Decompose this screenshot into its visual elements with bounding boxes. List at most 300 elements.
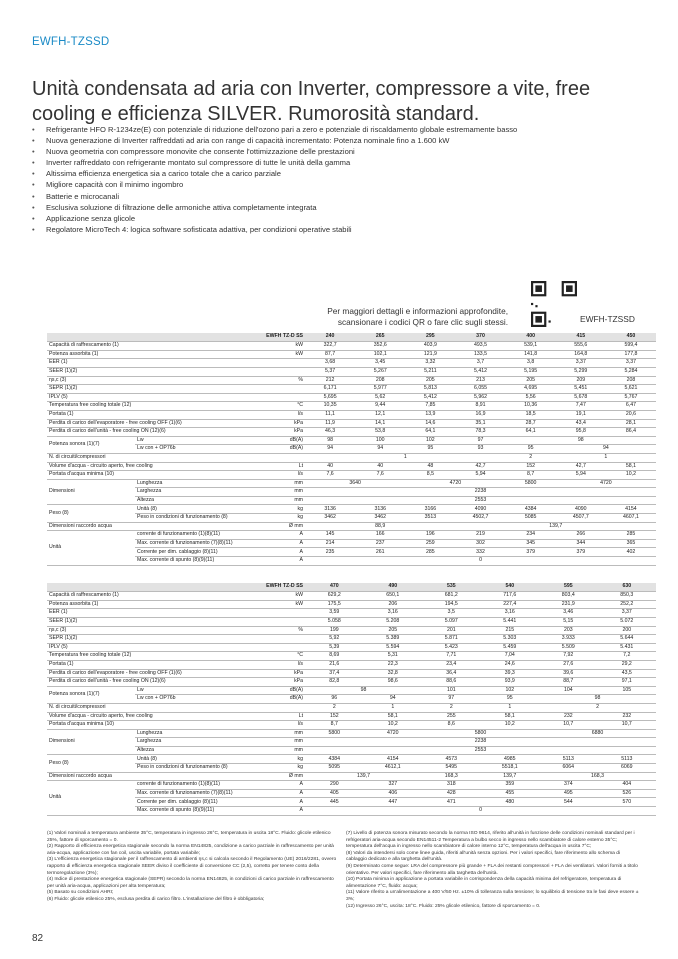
table-cell: 4607,1 <box>606 514 656 523</box>
table-row <box>47 496 656 505</box>
table-cell: 166 <box>355 531 405 540</box>
table-cell: 428 <box>422 789 481 798</box>
row-label: SEER (1)(2) <box>47 367 275 376</box>
row-label: Peso in condizioni di funzionamento (8) <box>135 514 275 523</box>
table-cell: 445 <box>305 798 364 807</box>
table-cell: 3136 <box>355 505 405 514</box>
column-header: 630 <box>598 583 657 592</box>
row-unit: l/s <box>275 660 305 669</box>
table-cell: 82,8 <box>305 678 364 687</box>
feature-text: Esclusiva soluzione di filtrazione delle armoniche attiva completamente integrata <box>46 202 317 212</box>
table-cell: 175,5 <box>305 600 364 609</box>
row-label: Portata (1) <box>47 660 275 669</box>
row-unit <box>275 385 305 394</box>
table-cell: 97 <box>455 436 505 445</box>
table-row <box>47 479 656 488</box>
table-cell: 37,4 <box>305 669 364 678</box>
column-header: 535 <box>422 583 481 592</box>
table-row <box>47 626 656 635</box>
table-cell: 48 <box>405 462 455 471</box>
row-label: Capacità di raffrescamento (1) <box>47 592 275 601</box>
table-cell: 8,7 <box>506 471 556 480</box>
table-cell: 5,299 <box>556 367 606 376</box>
table-cell: 168,3 <box>422 772 481 781</box>
table-row <box>47 385 656 394</box>
table-cell: 4,695 <box>506 385 556 394</box>
table-cell: 5113 <box>598 755 657 764</box>
row-label: Portata d'acqua minima (10) <box>47 471 275 480</box>
table-cell: 152 <box>506 462 556 471</box>
table-cell: 5.072 <box>598 617 657 626</box>
table-cell: 5,31 <box>364 652 423 661</box>
feature-item <box>32 146 652 157</box>
table-cell: 2553 <box>305 746 656 755</box>
row-unit: °C <box>275 402 305 411</box>
table-row <box>47 669 656 678</box>
row-unit: A <box>275 781 305 790</box>
row-unit: kg <box>275 755 305 764</box>
table-row <box>47 445 656 454</box>
table-cell: 100 <box>355 436 405 445</box>
table-cell: 58,1 <box>606 462 656 471</box>
column-header: 265 <box>355 333 405 342</box>
table-cell: 5,412 <box>455 367 505 376</box>
row-unit: Ø mm <box>275 772 305 781</box>
row-label: Unità (8) <box>135 755 275 764</box>
table-cell: 5,977 <box>355 385 405 394</box>
row-unit: A <box>275 798 305 807</box>
table-cell: 5,94 <box>556 471 606 480</box>
table-cell: 681,2 <box>422 592 481 601</box>
table-cell: 5.509 <box>539 643 598 652</box>
bullet-icon: • <box>32 191 35 201</box>
table-row <box>47 453 656 462</box>
table-cell: 9,44 <box>355 402 405 411</box>
table-cell: 4507,7 <box>556 514 606 523</box>
table-cell: 4720 <box>556 479 656 488</box>
table-cell: 4720 <box>405 479 505 488</box>
table-cell: 88,6 <box>422 678 481 687</box>
table-cell: 43,5 <box>598 669 657 678</box>
table-cell: 95 <box>481 695 540 704</box>
table-cell: 322,7 <box>305 342 355 351</box>
row-label: Dimensioni raccordo acqua <box>47 522 275 531</box>
table-cell: 5.208 <box>364 617 423 626</box>
table-cell: 209 <box>556 376 606 385</box>
feature-item <box>32 191 652 202</box>
table-cell: 10,2 <box>606 471 656 480</box>
table-cell: 10,7 <box>598 721 657 730</box>
row-unit: mm <box>275 479 305 488</box>
row-unit: kPa <box>275 669 305 678</box>
table-cell: 5,621 <box>606 385 656 394</box>
table-cell: 4154 <box>606 505 656 514</box>
table-cell: 101 <box>422 686 481 695</box>
row-label: Lunghezza <box>135 479 275 488</box>
row-label: EER (1) <box>47 359 275 368</box>
table-cell: 232 <box>539 712 598 721</box>
table-cell: 64,1 <box>405 428 455 437</box>
table-cell: 5,767 <box>606 393 656 402</box>
footnote: (2) Rapporto di efficienza energetica stagionale secondo la norma EN14825, condizione a carico parziale in raffrescamento per unità aria-acqua, applicazione con fan coil, uscita variabile, portata variabile; <box>47 844 334 856</box>
table-cell: 327 <box>364 781 423 790</box>
row-unit: mm <box>275 729 305 738</box>
table-cell: 53,8 <box>355 428 405 437</box>
row-label: Perdita di carico dell'unità - free cooling ON (12)(6) <box>47 678 275 687</box>
row-unit: A <box>275 548 305 557</box>
table-cell: 3,32 <box>405 359 455 368</box>
row-unit: l/s <box>275 721 305 730</box>
table-cell: 43,4 <box>556 419 606 428</box>
model-tag: EWFH-TZSSD <box>32 36 110 48</box>
table-cell: 1 <box>305 453 506 462</box>
table-cell: 88,9 <box>305 522 455 531</box>
table-row <box>47 592 656 601</box>
table-cell: 10,36 <box>506 402 556 411</box>
row-label: Max. corrente di funzionamento (7)(8)(11) <box>135 789 275 798</box>
table-cell: 205 <box>405 376 455 385</box>
row-unit: Lt <box>275 712 305 721</box>
table-cell: 5,451 <box>556 385 606 394</box>
row-label: SEPR (1)(2) <box>47 635 275 644</box>
table-cell: 28,7 <box>506 419 556 428</box>
table-cell: 6064 <box>539 764 598 773</box>
table-cell: 650,1 <box>364 592 423 601</box>
table-cell: 6069 <box>598 764 657 773</box>
table-cell: 290 <box>305 781 364 790</box>
table-cell: 141,8 <box>506 350 556 359</box>
page-title: Unità condensata ad aria con Inverter, compressore a vite, free cooling e efficienza SILVER. Rumorosità standard. <box>32 78 591 126</box>
table-cell: 5113 <box>539 755 598 764</box>
row-unit: kPa <box>275 678 305 687</box>
table-cell: 5085 <box>506 514 556 523</box>
feature-item <box>32 202 652 213</box>
table-row <box>47 359 656 368</box>
table-cell: 5,56 <box>506 393 556 402</box>
table-row <box>47 729 656 738</box>
row-label: Perdita di carico dell'unità - free cooling ON (12)(6) <box>47 428 275 437</box>
table-cell: 544 <box>539 798 598 807</box>
bullet-icon: • <box>32 213 35 223</box>
table-cell: 7,85 <box>405 402 455 411</box>
table-cell: 480 <box>481 798 540 807</box>
table-cell: 214 <box>305 539 355 548</box>
column-header: 490 <box>364 583 423 592</box>
row-unit <box>275 359 305 368</box>
table-cell: 232 <box>598 712 657 721</box>
row-unit <box>275 635 305 644</box>
feature-text: Nuova geometria con compressore monovite che consente l'ottimizzazione delle prestazioni <box>46 147 355 157</box>
table-cell: 570 <box>598 798 657 807</box>
table-cell: 97 <box>422 695 481 704</box>
table-cell: 285 <box>606 531 656 540</box>
table-cell: 3,7 <box>455 359 505 368</box>
row-unit <box>275 393 305 402</box>
table-row <box>47 410 656 419</box>
table-row <box>47 531 656 540</box>
feature-text: Migliore capacità con il minimo ingombro <box>46 180 184 190</box>
table-cell: 8,69 <box>305 652 364 661</box>
feature-list <box>32 124 652 235</box>
table-cell: 255 <box>422 712 481 721</box>
row-label: ηs,c (3) <box>47 626 275 635</box>
table-cell: 5,678 <box>556 393 606 402</box>
table-cell: 3136 <box>305 505 355 514</box>
row-unit <box>275 703 305 712</box>
table-row <box>47 350 656 359</box>
feature-text: Applicazione senza glicole <box>46 213 136 223</box>
table-cell: 2 <box>305 703 364 712</box>
column-header: 595 <box>539 583 598 592</box>
table-cell: 196 <box>405 531 455 540</box>
table-cell: 404 <box>598 781 657 790</box>
row-unit: dB(A) <box>275 695 305 704</box>
table-cell: 5.423 <box>422 643 481 652</box>
row-unit: % <box>275 376 305 385</box>
row-unit: A <box>275 539 305 548</box>
row-label: Corrente per dim. cablaggio (8)(11) <box>135 548 275 557</box>
table-cell: 403,9 <box>405 342 455 351</box>
row-label: Corrente per dim. cablaggio (8)(11) <box>135 798 275 807</box>
table-cell: 359 <box>481 781 540 790</box>
row-unit: Lt <box>275 462 305 471</box>
table-cell: 344 <box>556 539 606 548</box>
table-cell: 121,9 <box>405 350 455 359</box>
table-cell: 455 <box>481 789 540 798</box>
table-cell: 599,4 <box>606 342 656 351</box>
table-cell: 8,91 <box>455 402 505 411</box>
table-row <box>47 419 656 428</box>
row-unit: mm <box>275 746 305 755</box>
table-cell: 29,2 <box>598 660 657 669</box>
table-row <box>47 583 656 592</box>
table-row <box>47 686 656 695</box>
table-cell: 3462 <box>305 514 355 523</box>
row-label: IPLV (5) <box>47 643 275 652</box>
table-row <box>47 703 656 712</box>
row-unit: kW <box>275 592 305 601</box>
table-cell: 22,3 <box>364 660 423 669</box>
table-row <box>47 333 656 342</box>
table-row <box>47 660 656 669</box>
footnote: (9) Determinato come segue: LRA del compressore più grande + FLA dei restanti compressori + FLA dei ventilatori. Valori forniti a titolo orientativo. Per valori specifici, fare riferimento alla targhetta dell'unità. <box>346 863 638 876</box>
table-cell: 219 <box>455 531 505 540</box>
table-cell: 493,5 <box>455 342 505 351</box>
row-label: Perdita di carico dell'evaporatore - free cooling OFF (1)(6) <box>47 669 275 678</box>
table-cell: 8,6 <box>422 721 481 730</box>
table-cell: 3,5 <box>422 609 481 618</box>
table-cell: 5095 <box>305 764 364 773</box>
bullet-icon: • <box>32 169 35 179</box>
table-row <box>47 522 656 531</box>
table-cell: 86,4 <box>606 428 656 437</box>
table-cell: 803,4 <box>539 592 598 601</box>
bullet-icon: • <box>32 180 35 190</box>
table-cell: 206 <box>364 600 423 609</box>
table-row <box>47 772 656 781</box>
table-cell: 4384 <box>506 505 556 514</box>
row-label: corrente di funzionamento (1)(8)(11) <box>135 781 275 790</box>
table-cell: 3,37 <box>556 359 606 368</box>
table-cell: 345 <box>506 539 556 548</box>
row-label: Peso in condizioni di funzionamento (8) <box>135 764 275 773</box>
table-cell: 3462 <box>355 514 405 523</box>
table-cell: 5.303 <box>481 635 540 644</box>
table-cell: 7,6 <box>355 471 405 480</box>
feature-text: Inverter raffreddato con refrigerante montato sul compressore di tutte le unità della gamma <box>46 158 351 168</box>
qr-code-icon[interactable] <box>531 281 577 327</box>
table-cell: 2238 <box>305 488 656 497</box>
table-cell: 36,4 <box>422 669 481 678</box>
footnote: (12) Ingresso 26°C, uscita: 18°C. Fluido: 25% glicole etilenico, fattore di sporcamento = 0. <box>346 903 541 909</box>
row-unit <box>275 609 305 618</box>
table-cell: 7,71 <box>422 652 481 661</box>
table-cell: 3,8 <box>506 359 556 368</box>
column-header-model: EWFH TZ-D SS <box>47 583 305 592</box>
table-cell: 87,7 <box>305 350 355 359</box>
table-cell: 28,1 <box>606 419 656 428</box>
table-cell: 16,9 <box>455 410 505 419</box>
column-header: 370 <box>455 333 505 342</box>
table-cell: 39,6 <box>539 669 598 678</box>
table-cell: 201 <box>422 626 481 635</box>
table-cell: 5,94 <box>455 471 505 480</box>
table-cell: 42,7 <box>556 462 606 471</box>
row-label: Portata d'acqua minima (10) <box>47 721 275 730</box>
table-cell: 5,37 <box>305 367 355 376</box>
table-cell: 1 <box>364 703 423 712</box>
row-unit: kW <box>275 342 305 351</box>
table-cell: 231,9 <box>539 600 598 609</box>
row-label: N. di circuiti/compressori <box>47 703 275 712</box>
table-cell: 5,92 <box>305 635 364 644</box>
feature-item <box>32 213 652 224</box>
table-cell: 318 <box>422 781 481 790</box>
table-row <box>47 600 656 609</box>
table-cell: 27,6 <box>539 660 598 669</box>
table-cell: 2238 <box>305 738 656 747</box>
table-cell: 3513 <box>405 514 455 523</box>
table-cell: 7,04 <box>481 652 540 661</box>
table-cell: 10,2 <box>481 721 540 730</box>
table-cell: 18,5 <box>506 410 556 419</box>
table-row <box>47 755 656 764</box>
row-label: Portata (1) <box>47 410 275 419</box>
group-label: Unità <box>47 531 135 565</box>
table-cell: 5.097 <box>422 617 481 626</box>
table-cell: 200 <box>598 626 657 635</box>
row-unit: kg <box>275 505 305 514</box>
feature-item <box>32 124 652 135</box>
table-row <box>47 781 656 790</box>
column-header: 540 <box>481 583 540 592</box>
table-row <box>47 721 656 730</box>
table-cell: 20,6 <box>606 410 656 419</box>
feature-text: Regolatore MicroTech 4: logica software sofisticata adattiva, per condizioni operative stabili <box>46 224 352 234</box>
table-row <box>47 462 656 471</box>
table-cell: 102 <box>405 436 455 445</box>
row-label: ηs,c (3) <box>47 376 275 385</box>
table-cell: 3166 <box>405 505 455 514</box>
row-label: Temperatura free cooling totale (12) <box>47 652 275 661</box>
bullet-icon: • <box>32 202 35 212</box>
table-cell: 717,6 <box>481 592 540 601</box>
column-header: 240 <box>305 333 355 342</box>
row-label: Lw con + OP76b <box>135 445 275 454</box>
table-cell: 3,16 <box>481 609 540 618</box>
table-cell: 4720 <box>364 729 423 738</box>
column-header: 415 <box>556 333 606 342</box>
row-label: Lw <box>135 436 275 445</box>
table-cell: 164,8 <box>556 350 606 359</box>
table-cell: 259 <box>405 539 455 548</box>
row-label: corrente di funzionamento (1)(8)(11) <box>135 531 275 540</box>
feature-item <box>32 157 652 168</box>
table-row <box>47 807 656 816</box>
table-cell: 5,412 <box>405 393 455 402</box>
row-unit: A <box>275 557 305 566</box>
row-label: EER (1) <box>47 609 275 618</box>
table-cell: 5,267 <box>355 367 405 376</box>
table-cell: 24,6 <box>481 660 540 669</box>
table-cell: 40 <box>355 462 405 471</box>
table-row <box>47 557 656 566</box>
column-header: 470 <box>305 583 364 592</box>
table-cell: 13,9 <box>405 410 455 419</box>
table-cell: 237 <box>355 539 405 548</box>
row-label: Dimensioni raccordo acqua <box>47 772 275 781</box>
table-cell: 40 <box>305 462 355 471</box>
table-cell: 850,3 <box>598 592 657 601</box>
row-label: Potenza assorbita (1) <box>47 600 275 609</box>
table-cell: 555,6 <box>556 342 606 351</box>
table-cell: 133,5 <box>455 350 505 359</box>
table-cell: 205 <box>506 376 556 385</box>
table-cell: 379 <box>506 548 556 557</box>
table-cell: 95 <box>405 445 455 454</box>
table-row <box>47 505 656 514</box>
row-label: Lunghezza <box>135 729 275 738</box>
feature-item <box>32 135 652 146</box>
table-cell: 93,9 <box>481 678 540 687</box>
table-cell: 97,1 <box>598 678 657 687</box>
table-cell: 102,1 <box>355 350 405 359</box>
column-header-model: EWFH TZ-D SS <box>47 333 305 342</box>
table-cell: 11,1 <box>305 410 355 419</box>
table-cell: 5,15 <box>539 617 598 626</box>
table-cell: 5,39 <box>305 643 364 652</box>
table-row <box>47 789 656 798</box>
table-row <box>47 609 656 618</box>
table-cell: 3,37 <box>598 609 657 618</box>
group-label: Peso (8) <box>47 755 135 772</box>
table-cell: 4090 <box>556 505 606 514</box>
column-header: 400 <box>506 333 556 342</box>
table-cell: 266 <box>556 531 606 540</box>
row-unit: % <box>275 626 305 635</box>
table-cell: 213 <box>455 376 505 385</box>
table-cell: 212 <box>305 376 355 385</box>
table-cell: 139,7 <box>455 522 656 531</box>
table-cell: 5.871 <box>422 635 481 644</box>
row-label: Temperatura free cooling totale (12) <box>47 402 275 411</box>
group-label: Peso (8) <box>47 505 135 522</box>
row-label: Larghezza <box>135 738 275 747</box>
table-row <box>47 342 656 351</box>
row-unit <box>275 453 305 462</box>
table-cell: 5.058 <box>305 617 364 626</box>
table-cell: 21,6 <box>305 660 364 669</box>
